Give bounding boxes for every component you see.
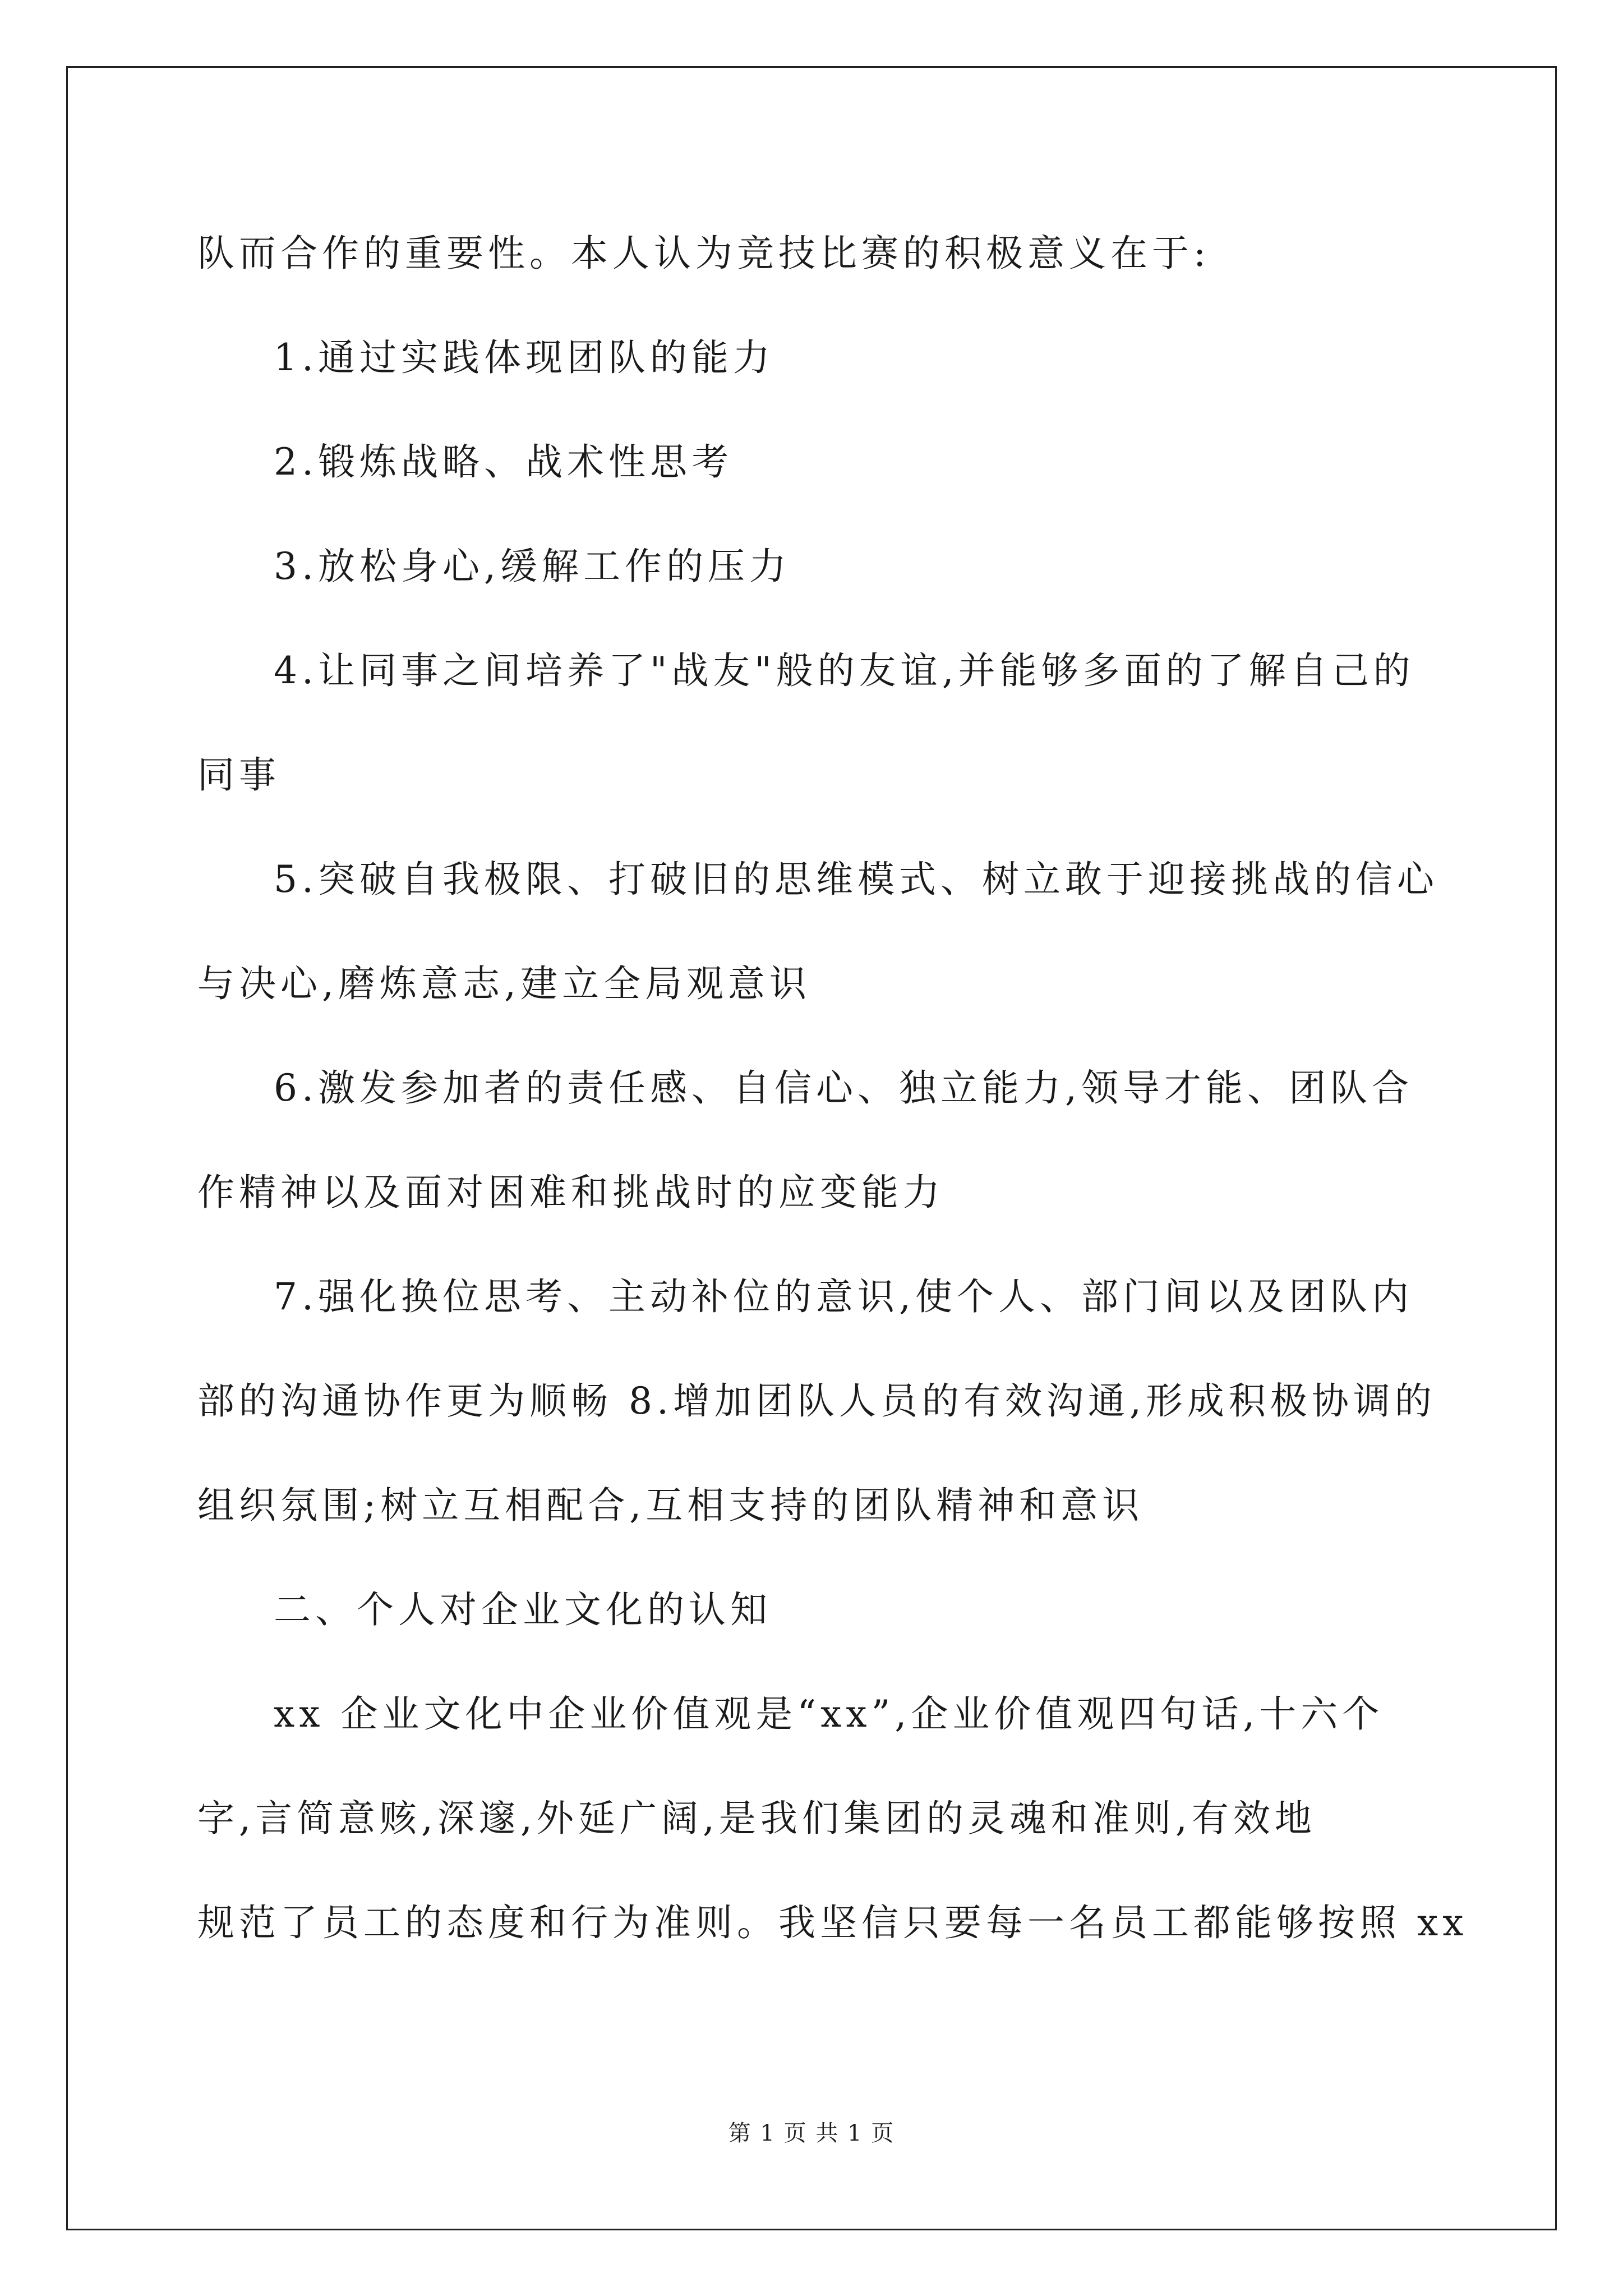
list-item-6-continued: 作精神以及面对困难和挑战时的应变能力 — [197, 1171, 944, 1214]
paragraph-line-3: 规范了员工的态度和行为准则。我坚信只要每一名员工都能够按照 xx — [197, 1901, 1468, 1944]
list-item-8-continued: 组织氛围;树立互相配合,互相支持的团队精神和意识 — [197, 1484, 1144, 1527]
paragraph-line-2: 字,言简意赅,深邃,外延广阔,是我们集团的灵魂和准则,有效地 — [197, 1797, 1316, 1840]
list-item-5-continued: 与决心,磨炼意志,建立全局观意识 — [197, 962, 811, 1005]
text-line-1: 队而合作的重要性。本人认为竞技比赛的积极意义在于: — [197, 232, 1211, 275]
list-item-4: 4.让同事之间培养了"战友"般的友谊,并能够多面的了解自己的 — [274, 649, 1415, 692]
list-item-4-continued: 同事 — [197, 753, 280, 797]
list-item-2: 2.锻炼战略、战术性思考 — [274, 440, 733, 484]
page-number-footer: 第 1 页 共 1 页 — [728, 2120, 895, 2146]
list-item-7-8-continued: 部的沟通协作更为顺畅 8.增加团队人员的有效沟通,形成积极协调的 — [197, 1379, 1436, 1423]
list-item-1: 1.通过实践体现团队的能力 — [274, 336, 774, 379]
list-item-5: 5.突破自我极限、打破旧的思维模式、树立敢于迎接挑战的信心 — [274, 858, 1438, 901]
list-item-7: 7.强化换位思考、主动补位的意识,使个人、部门间以及团队内 — [274, 1275, 1413, 1318]
list-item-3: 3.放松身心,缓解工作的压力 — [274, 545, 791, 588]
section-heading: 二、个人对企业文化的认知 — [274, 1588, 772, 1631]
list-item-6: 6.激发参加者的责任感、自信心、独立能力,领导才能、团队合 — [274, 1066, 1413, 1110]
paragraph-line-1: xx 企业文化中企业价值观是“xx”,企业价值观四句话,十六个 — [274, 1692, 1384, 1736]
